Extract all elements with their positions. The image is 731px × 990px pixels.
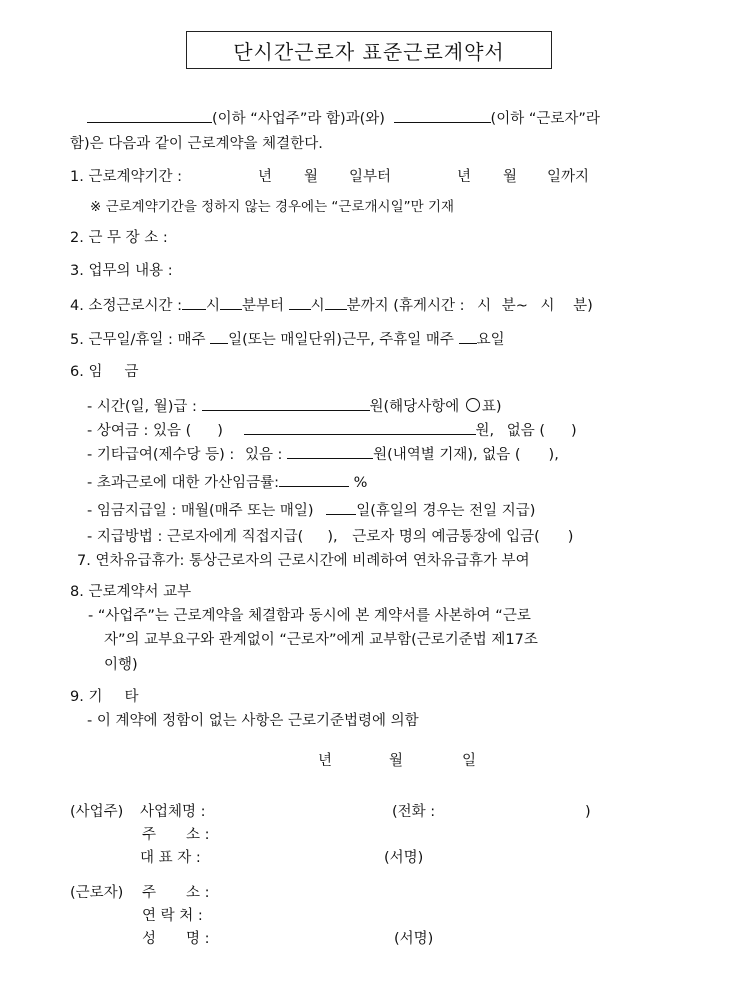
s6-other-amount-blank[interactable] <box>287 444 373 459</box>
employer-phone-open: (전화 : <box>392 804 436 820</box>
s6-method-label: - 지급방법 : 근로자에게 직접지급( <box>87 529 304 545</box>
s4-break-bun: 분~ <box>501 298 528 314</box>
s1-day-from: 일부터 <box>349 169 392 185</box>
worker-address-label-1: 주 <box>142 885 157 901</box>
s1-month-from: 월 <box>304 169 319 185</box>
worker-address-label <box>142 884 210 902</box>
s5-holiday-blank[interactable] <box>459 329 477 344</box>
s6-payday-label: - 임금지급일 : 매월(매주 또는 매일) <box>87 503 314 519</box>
section-7-line: 7. 연차유급휴가: 통상근로자의 근로시간에 비례하여 연차유급휴가 부여 <box>77 553 530 569</box>
s6-method-mid: ), <box>327 529 338 545</box>
worker-name-label-2: 명 : <box>186 931 210 947</box>
s6-bonus-none: 없음 ( <box>506 423 546 439</box>
worker-sign: (서명) <box>394 931 434 947</box>
s4-end-hour-blank[interactable] <box>289 295 311 310</box>
s6-method-bank: 근로자 명의 예금통장에 입금( <box>352 529 540 545</box>
employer-sign: (서명) <box>384 850 424 866</box>
s6-other-line <box>87 444 559 464</box>
intro-part2: (이하 “근로자”라 <box>490 111 600 127</box>
s4-si-2: 시 <box>310 298 325 314</box>
s6-hourly-label: - 시간(일, 월)급 : <box>87 399 197 415</box>
s6-payday-rest: 일(휴일의 경우는 전일 지급) <box>356 503 536 519</box>
s1-year-from: 년 <box>258 169 273 185</box>
s4-start-min-blank[interactable] <box>220 295 242 310</box>
employer-rep-label: 대 표 자 : <box>140 850 201 866</box>
s6-other-close: ), <box>548 447 559 463</box>
employer-phone-close: ) <box>585 804 591 820</box>
s6-other-yes: 있음 : <box>244 447 283 463</box>
s9-label-num: 9. 기 <box>70 689 103 705</box>
s4-break-si: 시 <box>477 298 492 314</box>
section-2-label: 2. 근 무 장 소 : <box>70 230 168 246</box>
s1-month-to: 월 <box>503 169 518 185</box>
s6-hourly-won: 원(해당사항에 <box>369 399 460 415</box>
s6-label-num: 6. 임 <box>70 364 103 380</box>
employer-address-label <box>142 826 210 844</box>
section-5-line <box>70 329 505 349</box>
s6-overtime-blank[interactable] <box>279 472 349 487</box>
s8-line-3: 이행) <box>104 657 138 673</box>
s9-line-1: - 이 계약에 정함이 없는 사항은 근로기준법령에 의함 <box>87 713 419 729</box>
date-day: 일 <box>462 753 477 769</box>
s6-overtime-line <box>87 472 367 492</box>
worker-name-blank[interactable] <box>394 108 491 123</box>
intro-part1: (이하 “사업주”라 함)과(와) <box>212 111 385 127</box>
s4-bun-from: 분부터 <box>242 298 285 314</box>
worker-tag: (근로자) <box>70 885 124 901</box>
s6-bonus-label: - 상여금 : 있음 ( <box>87 423 192 439</box>
s6-bonus-line <box>87 420 577 440</box>
s1-note: ※ 근로계약기간을 정하지 않는 경우에는 “근로개시일”만 기재 <box>90 199 455 215</box>
section-6-label <box>70 363 138 381</box>
s6-hourly-line <box>87 396 502 416</box>
s1-year-to: 년 <box>457 169 472 185</box>
employer-company-label: 사업체명 : <box>140 804 206 820</box>
section-9-label <box>70 688 138 706</box>
employer-address-label-1: 주 <box>142 827 157 843</box>
worker-address-label-2: 소 : <box>186 885 210 901</box>
employer-address-label-2: 소 : <box>186 827 210 843</box>
document-title <box>186 31 552 69</box>
worker-contact-label: 연 락 처 : <box>142 908 203 924</box>
section-8-label: 8. 근로계약서 교부 <box>70 584 192 600</box>
s6-hourly-end: 표) <box>481 399 502 415</box>
s4-start-hour-blank[interactable] <box>182 295 206 310</box>
s6-payday-line <box>87 500 535 520</box>
section-4-line <box>70 295 593 315</box>
s6-other-won: 원(내역별 기재), 없음 ( <box>373 447 521 463</box>
worker-name-label <box>142 930 210 948</box>
s6-method-line <box>87 528 573 546</box>
section-3-label: 3. 업무의 내용 : <box>70 263 173 279</box>
s6-other-label: - 기타급여(제수당 등) : <box>87 447 235 463</box>
s4-break-close: 분) <box>573 298 593 314</box>
s8-line-2: 자”의 교부요구와 관계없이 “근로자”에게 교부함(근로기준법 제17조 <box>104 632 538 648</box>
section-1-label: 1. 근로계약기간 : <box>70 169 182 185</box>
s5-text3: 요일 <box>476 332 505 348</box>
s4-break-open: (휴게시간 : <box>393 298 465 314</box>
s4-si-1: 시 <box>205 298 220 314</box>
title-text: 단시간근로자 표준근로계약서 <box>233 39 505 64</box>
s6-payday-blank[interactable] <box>326 500 356 515</box>
s5-text1: 5. 근무일/휴일 : 매주 <box>70 332 206 348</box>
employer-tag: (사업주) <box>70 804 124 820</box>
s8-line-1: - “사업주”는 근로계약을 체결함과 동시에 본 계약서를 사본하여 “근로 <box>88 608 531 624</box>
s6-bonus-close: ) <box>217 423 223 439</box>
s5-workdays-blank[interactable] <box>210 329 228 344</box>
s1-day-to: 일까지 <box>547 169 590 185</box>
worker-name-label-1: 성 <box>142 931 157 947</box>
intro-line-2: 함)은 다음과 같이 근로계약을 체결한다. <box>70 136 323 152</box>
employer-name-blank[interactable] <box>87 108 212 123</box>
s4-break-si2: 시 <box>540 298 555 314</box>
s6-hourly-blank[interactable] <box>202 396 370 411</box>
s6-bonus-won: 원, <box>475 423 495 439</box>
s6-method-close: ) <box>567 529 574 545</box>
s6-overtime-pct: % <box>353 475 368 491</box>
s4-bun-to: 분까지 <box>346 298 389 314</box>
s5-text2: 일(또는 매일단위)근무, 주휴일 매주 <box>228 332 454 348</box>
intro-line-1 <box>87 108 600 128</box>
date-month: 월 <box>389 753 404 769</box>
circle-mark-icon <box>466 398 480 412</box>
s4-label: 4. 소정근로시간 : <box>70 298 182 314</box>
s6-bonus-amount-blank[interactable] <box>244 420 476 435</box>
s6-overtime-label: - 초과근로에 대한 가산임금률: <box>87 475 280 491</box>
s4-end-min-blank[interactable] <box>325 295 347 310</box>
s6-label-rest: 금 <box>124 364 139 380</box>
s6-bonus-none-close: ) <box>571 423 577 439</box>
s9-label-rest: 타 <box>124 689 139 705</box>
date-year: 년 <box>318 753 333 769</box>
